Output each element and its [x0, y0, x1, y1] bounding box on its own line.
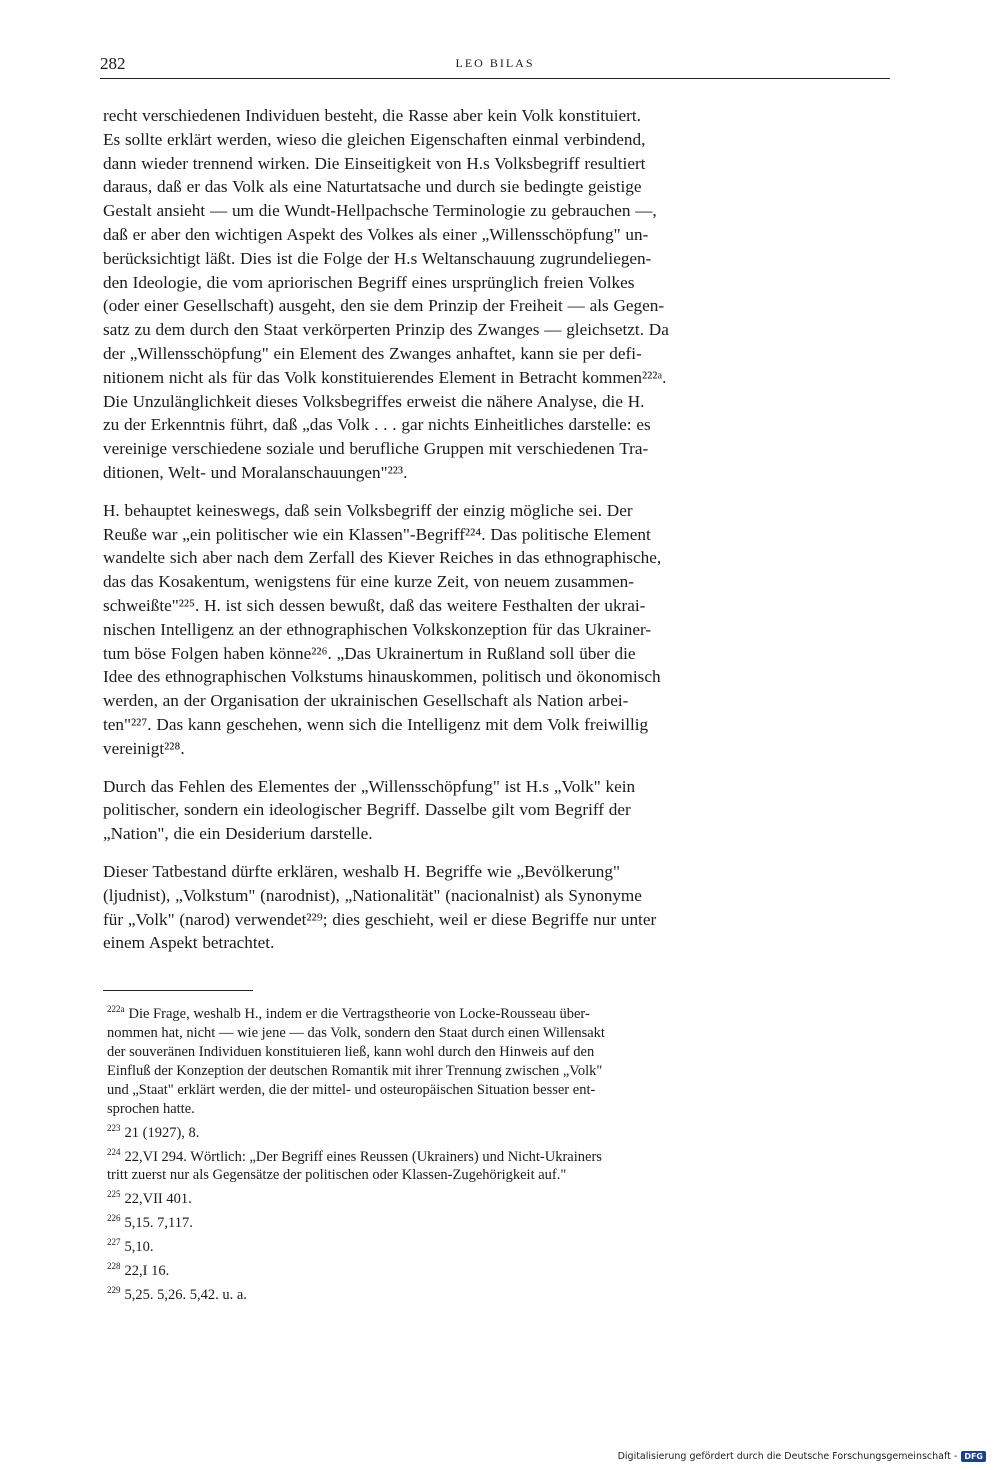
credit-text: Digitalisierung gefördert durch die Deutsche Forschungsgemeinschaft -	[617, 1451, 958, 1462]
digitization-credit	[618, 1451, 986, 1462]
footnote-line	[107, 1000, 897, 1024]
footnote	[107, 1209, 897, 1233]
dfg-logo: DFG	[961, 1451, 986, 1462]
footnote-line	[107, 1166, 897, 1185]
footnote	[107, 1257, 897, 1281]
text-line: ditionen, Welt- und Moralanschauungen"²²³.	[103, 462, 408, 482]
footnote-text: sprochen hatte.	[107, 1100, 195, 1117]
footnote-text: Die Frage, weshalb H., indem er die Vertragstheorie von Locke-Rousseau über-	[128, 1005, 590, 1022]
footnote-line	[107, 1024, 897, 1043]
text-line: werden, an der Organisation der ukrainischen Gesellschaft als Nation arbei-	[103, 691, 629, 711]
footnote-line	[107, 1100, 897, 1119]
text-line: „Nation", die ein Desiderium darstelle.	[103, 824, 373, 844]
text-line: zu der Erkenntnis führt, daß „das Volk . . . gar nichts Einheitliches darstelle: es	[103, 415, 651, 435]
text-line: für „Volk" (narod) verwendet²²⁹; dies geschieht, weil er diese Begriffe nur unter	[103, 909, 657, 929]
footnote	[107, 1233, 897, 1257]
footnote-line	[107, 1281, 897, 1305]
text-line: schweißte"²²⁵. H. ist sich dessen bewußt, daß das weitere Festhalten der ukrai-	[103, 595, 646, 615]
footnote-line	[107, 1081, 897, 1100]
text-line: dann wieder trennend wirken. Die Einseitigkeit von H.s Volksbegriff resultiert	[103, 153, 646, 173]
text-line: berücksichtigt läßt. Dies ist die Folge der H.s Weltanschauung zugrundeliegen-	[103, 248, 652, 268]
footnote-number: 225	[107, 1189, 121, 1200]
footnote	[107, 1119, 897, 1143]
footnote-line	[107, 1233, 897, 1257]
text-line: tum böse Folgen haben könne²²⁶. „Das Ukrainertum in Rußland soll über die	[103, 643, 636, 663]
footnote-number: 229	[107, 1284, 121, 1295]
footnote-text: 5,15. 7,117.	[124, 1215, 193, 1232]
main-text	[103, 104, 893, 969]
footnote	[107, 1185, 897, 1209]
footnote	[107, 1281, 897, 1305]
footnote-text: 22,VI 294. Wörtlich: „Der Begriff eines Reussen (Ukrainers) und Nicht-Ukrainers	[124, 1148, 602, 1165]
text-line: den Ideologie, die vom apriorischen Begriff eines ursprünglich freien Volkes	[103, 272, 635, 292]
text-line: vereinige verschiedene soziale und berufliche Gruppen mit verschiedenen Tra-	[103, 439, 649, 459]
footnote-number: 223	[107, 1122, 121, 1133]
text-line: Die Unzulänglichkeit dieses Volksbegriffes erweist die nähere Analyse, die H.	[103, 391, 645, 411]
footnote-text: und „Staat" erklärt werden, die der mittel- und osteuropäischen Situation besser ent-	[107, 1081, 596, 1098]
footnote-line	[107, 1185, 897, 1209]
footnote-text: nommen hat, nicht — wie jene — das Volk, sondern den Staat durch einen Willensakt	[107, 1024, 605, 1041]
text-line: Es sollte erklärt werden, wieso die gleichen Eigenschaften einmal verbindend,	[103, 129, 646, 149]
footnote-line	[107, 1143, 897, 1167]
text-line: H. behauptet keineswegs, daß sein Volksbegriff der einzig mögliche sei. Der	[103, 500, 633, 520]
text-line: daß er aber den wichtigen Aspekt des Volkes als einer „Willensschöpfung" un-	[103, 224, 649, 244]
footnote-line	[107, 1043, 897, 1062]
footnote	[107, 1000, 897, 1119]
paragraph	[103, 499, 893, 761]
text-line: Gestalt ansieht — um die Wundt-Hellpachsche Terminologie zu gebrauchen —,	[103, 201, 657, 221]
text-line: ten"²²⁷. Das kann geschehen, wenn sich die Intelligenz mit dem Volk freiwillig	[103, 714, 649, 734]
footnote	[107, 1143, 897, 1186]
footnote-number: 226	[107, 1213, 121, 1224]
footnote-line	[107, 1257, 897, 1281]
text-line: der „Willensschöpfung" ein Element des Zwanges anhaftet, kann sie per defi-	[103, 343, 642, 363]
footnote-line	[107, 1062, 897, 1081]
text-line: Durch das Fehlen des Elementes der „Willensschöpfung" ist H.s „Volk" kein	[103, 776, 636, 796]
footnote-text: tritt zuerst nur als Gegensätze der politischen oder Klassen-Zugehörigkeit auf."	[107, 1167, 567, 1184]
text-line: nischen Intelligenz an der ethnographischen Volkskonzeption für das Ukrainer-	[103, 619, 652, 639]
footnote-text: 5,25. 5,26. 5,42. u. a.	[124, 1286, 247, 1303]
footnote-text: 22,VII 401.	[124, 1191, 192, 1208]
footnotes	[107, 1000, 897, 1305]
footnote-number: 227	[107, 1237, 121, 1248]
text-line: Dieser Tatbestand dürfte erklären, weshalb H. Begriffe wie „Bevölkerung"	[103, 861, 620, 881]
footnote-line	[107, 1209, 897, 1233]
text-line: (ljudnist), „Volkstum" (narodnist), „Nationalität" (nacionalnist) als Synonyme	[103, 885, 642, 905]
text-line: daraus, daß er das Volk als eine Naturtatsache und durch sie bedingte geistige	[103, 177, 642, 197]
paragraph	[103, 775, 893, 846]
paragraph	[103, 104, 893, 485]
text-line: einem Aspekt betrachtet.	[103, 933, 275, 953]
running-head: LEO BILAS	[455, 56, 535, 70]
footnote-text: Einfluß der Konzeption der deutschen Romantik mit ihrer Trennung zwischen „Volk"	[107, 1062, 603, 1079]
page-header	[100, 52, 890, 79]
footnote-text: 22,I 16.	[124, 1262, 170, 1279]
footnote-number: 222a	[107, 1004, 125, 1014]
text-line: Idee des ethnographischen Volkstums hinauskommen, politisch und ökonomisch	[103, 667, 661, 687]
text-line: Reuße war „ein politischer wie ein Klassen"-Begriff²²⁴. Das politische Element	[103, 524, 651, 544]
footnote-number: 228	[107, 1260, 121, 1271]
page-number: 282	[100, 54, 126, 73]
text-line: das das Kosakentum, wenigstens für eine kurze Zeit, von neuem zusammen-	[103, 572, 634, 592]
footnote-number: 224	[107, 1146, 121, 1157]
text-line: (oder einer Gesellschaft) ausgeht, den sie dem Prinzip der Freiheit — als Gegen-	[103, 296, 665, 316]
text-line: vereinigt²²⁸.	[103, 738, 185, 758]
text-line: satz zu dem durch den Staat verkörperten Prinzip des Zwanges — gleichsetzt. Da	[103, 320, 669, 340]
footnote-line	[107, 1119, 897, 1143]
text-line: wandelte sich aber nach dem Zerfall des Kiever Reiches in das ethnographische,	[103, 548, 662, 568]
text-line: nitionem nicht als für das Volk konstituierendes Element in Betracht kommen²²²ᵃ.	[103, 367, 667, 387]
footnote-rule	[103, 990, 253, 991]
footnote-text: der souveränen Individuen konstituieren ließ, kann wohl durch den Hinweis auf den	[107, 1043, 595, 1060]
paragraph	[103, 860, 893, 955]
text-line: politischer, sondern ein ideologischer Begriff. Dasselbe gilt vom Begriff der	[103, 800, 631, 820]
footnote-text: 21 (1927), 8.	[124, 1124, 200, 1141]
text-line: recht verschiedenen Individuen besteht, die Rasse aber kein Volk konstituiert.	[103, 106, 641, 125]
footnote-text: 5,10.	[124, 1238, 154, 1255]
